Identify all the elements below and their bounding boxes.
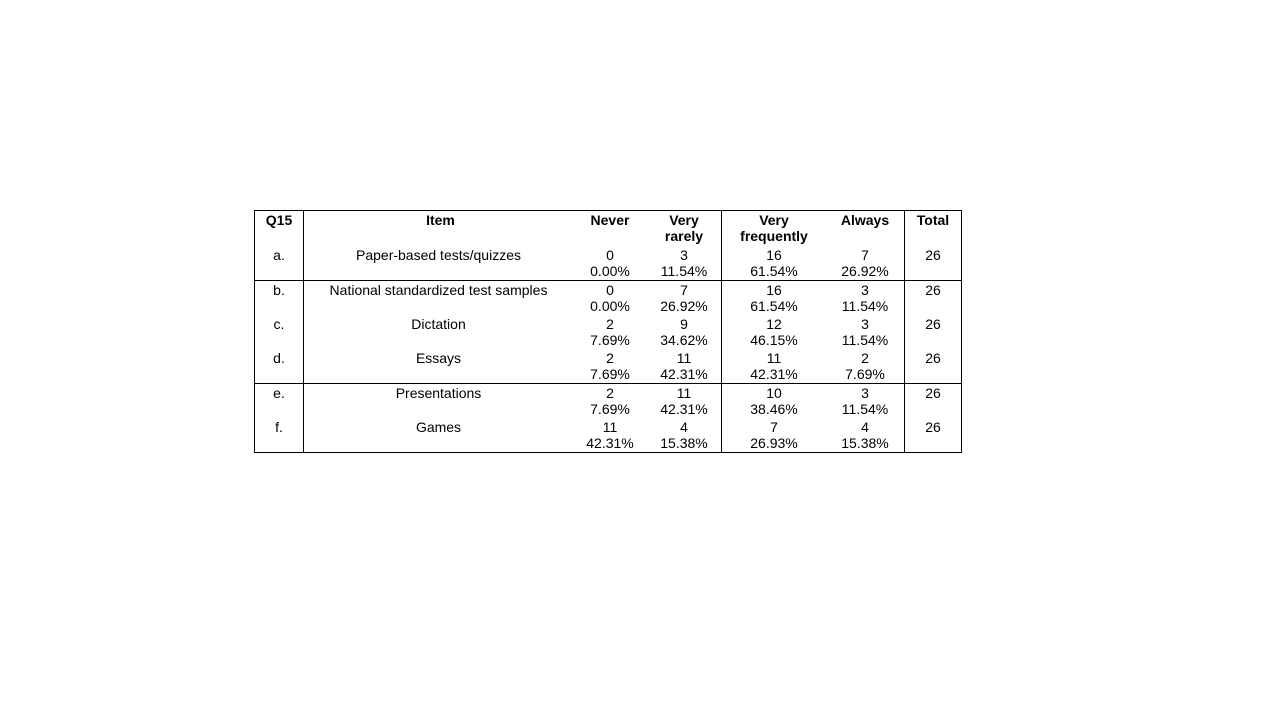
freq-count: 7	[770, 419, 778, 435]
rarely-count: 11	[676, 385, 692, 401]
rarely-count: 7	[680, 282, 688, 298]
header-very-frequently-line2: frequently	[740, 228, 808, 244]
freq-cell	[722, 246, 827, 281]
header-total: Total	[916, 212, 950, 228]
never-count: 2	[606, 385, 614, 401]
header-always: Always	[826, 211, 905, 247]
always-cell	[826, 418, 905, 453]
header-very-rarely-line2: rarely	[664, 228, 704, 244]
rarely-percent: 42.31%	[660, 366, 708, 382]
total-cell: 26	[925, 350, 941, 366]
never-percent: 7.69%	[590, 401, 630, 417]
header-item: Item	[426, 212, 455, 228]
always-percent: 7.69%	[845, 366, 885, 382]
never-percent: 0.00%	[590, 298, 630, 314]
item-name: Essays	[415, 350, 462, 366]
never-cell	[573, 418, 647, 453]
always-cell	[826, 384, 905, 419]
freq-count: 12	[766, 316, 782, 332]
header-q15: Q15	[255, 211, 304, 247]
freq-cell	[722, 384, 827, 419]
freq-percent: 38.46%	[750, 401, 798, 417]
always-percent: 11.54%	[841, 298, 889, 314]
table-row	[255, 418, 962, 453]
never-cell	[573, 349, 647, 384]
header-very-rarely	[647, 211, 722, 247]
total-cell: 26	[905, 384, 962, 419]
rarely-percent: 26.92%	[660, 298, 708, 314]
never-cell	[573, 315, 647, 349]
rarely-cell	[647, 349, 722, 384]
item-name: Games	[415, 419, 462, 435]
rarely-count: 9	[680, 316, 688, 332]
rarely-percent: 11.54%	[660, 263, 708, 279]
always-percent: 15.38%	[841, 435, 889, 451]
never-percent: 42.31%	[586, 435, 634, 451]
row-label: c.	[255, 315, 304, 349]
total-cell: 26	[905, 281, 962, 316]
rarely-count: 11	[676, 350, 692, 366]
always-percent: 26.92%	[841, 263, 889, 279]
rarely-cell	[647, 384, 722, 419]
never-cell	[573, 281, 647, 316]
survey-table	[254, 210, 962, 453]
row-label: f.	[255, 418, 304, 453]
always-cell	[826, 349, 905, 384]
always-count: 2	[861, 350, 869, 366]
table-row	[255, 384, 962, 419]
row-label: d.	[255, 349, 304, 384]
always-percent: 11.54%	[841, 332, 889, 348]
item-name: Dictation	[411, 316, 466, 332]
always-count: 3	[861, 316, 869, 332]
never-count: 11	[602, 419, 618, 435]
table-header-row	[255, 211, 962, 247]
always-count: 3	[861, 282, 869, 298]
freq-count: 16	[766, 247, 782, 263]
rarely-cell	[647, 315, 722, 349]
never-percent: 7.69%	[590, 366, 630, 382]
freq-cell	[722, 281, 827, 316]
freq-percent: 26.93%	[750, 435, 798, 451]
freq-percent: 42.31%	[750, 366, 798, 382]
rarely-cell	[647, 281, 722, 316]
row-label: e.	[255, 384, 304, 419]
rarely-count: 3	[680, 247, 688, 263]
freq-cell	[722, 418, 827, 453]
row-label: b.	[255, 281, 304, 316]
total-cell: 26	[925, 419, 941, 435]
always-cell	[826, 281, 905, 316]
table-body	[255, 246, 962, 453]
item-name: National standardized test samples	[304, 281, 574, 316]
never-cell	[573, 246, 647, 281]
header-very-frequently	[722, 211, 827, 247]
never-count: 0	[606, 247, 614, 263]
rarely-count: 4	[680, 419, 688, 435]
header-never: Never	[590, 212, 630, 228]
always-percent: 11.54%	[841, 401, 889, 417]
freq-cell	[722, 349, 827, 384]
table-row	[255, 281, 962, 316]
freq-count: 10	[766, 385, 782, 401]
freq-cell	[722, 315, 827, 349]
always-count: 4	[861, 419, 869, 435]
freq-percent: 61.54%	[750, 298, 798, 314]
freq-percent: 61.54%	[750, 263, 798, 279]
freq-count: 11	[766, 350, 782, 366]
never-percent: 7.69%	[590, 332, 630, 348]
total-cell: 26	[925, 316, 941, 332]
rarely-cell	[647, 246, 722, 281]
rarely-cell	[647, 418, 722, 453]
header-very-frequently-line1: Very	[759, 212, 789, 228]
never-cell	[573, 384, 647, 419]
header-very-rarely-line1: Very	[669, 212, 699, 228]
table-row	[255, 349, 962, 384]
row-label: a.	[255, 246, 304, 281]
rarely-percent: 34.62%	[660, 332, 708, 348]
always-count: 3	[861, 385, 869, 401]
never-count: 2	[606, 316, 614, 332]
freq-count: 16	[766, 282, 782, 298]
table-row	[255, 246, 962, 281]
never-percent: 0.00%	[590, 263, 630, 279]
never-count: 0	[606, 282, 614, 298]
never-count: 2	[606, 350, 614, 366]
rarely-percent: 15.38%	[660, 435, 708, 451]
rarely-percent: 42.31%	[660, 401, 708, 417]
table-row	[255, 315, 962, 349]
freq-percent: 46.15%	[750, 332, 798, 348]
always-count: 7	[861, 247, 869, 263]
item-name: Paper-based tests/quizzes	[356, 247, 521, 263]
always-cell	[826, 315, 905, 349]
item-name: Presentations	[304, 384, 574, 419]
total-cell: 26	[925, 247, 941, 263]
always-cell	[826, 246, 905, 281]
